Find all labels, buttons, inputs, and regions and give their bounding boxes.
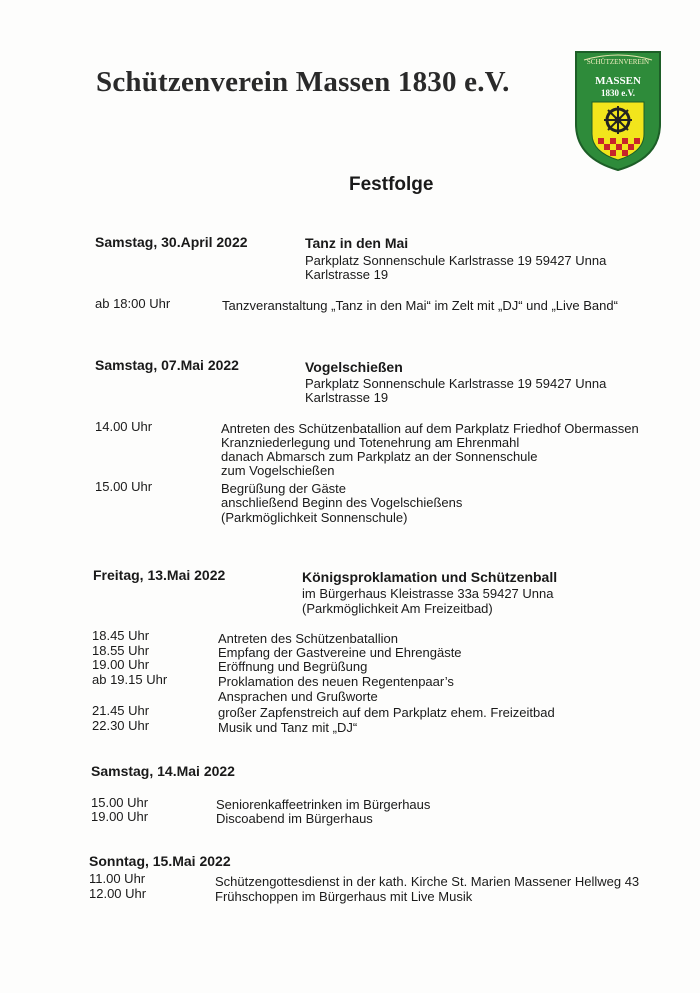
schedule-description: zum Vogelschießen bbox=[221, 463, 335, 478]
schedule-time: ab 19.15 Uhr bbox=[92, 672, 168, 687]
schedule-description: Ansprachen und Grußworte bbox=[218, 689, 378, 704]
schedule-description: Discoabend im Bürgerhaus bbox=[216, 811, 373, 826]
day-date: Samstag, 30.April 2022 bbox=[95, 234, 248, 250]
schedule-description: (Parkmöglichkeit Sonnenschule) bbox=[221, 510, 408, 525]
event-title: Tanz in den Mai bbox=[305, 235, 409, 251]
day-date: Samstag, 07.Mai 2022 bbox=[95, 357, 239, 373]
schedule-description: Empfang der Gastvereine und Ehrengäste bbox=[218, 645, 462, 660]
schedule-description: Seniorenkaffeetrinken im Bürgerhaus bbox=[216, 797, 431, 812]
schedule-description: Eröffnung und Begrüßung bbox=[218, 659, 368, 674]
day-date: Samstag, 14.Mai 2022 bbox=[91, 763, 235, 779]
svg-text:SCHÜTZENVEREIN: SCHÜTZENVEREIN bbox=[586, 58, 650, 66]
schedule-description: Schützengottesdienst in der kath. Kirche St. Marien Massener Hellweg 43 bbox=[215, 874, 640, 889]
schedule-time: 15.00 Uhr bbox=[95, 479, 153, 494]
schedule-time: 14.00 Uhr bbox=[95, 419, 153, 434]
schedule-description: Proklamation des neuen Regentenpaar’s bbox=[218, 674, 454, 689]
schedule-description: Kranzniederlegung und Totenehrung am Ehrenmahl bbox=[221, 435, 520, 450]
event-title: Vogelschießen bbox=[305, 359, 403, 375]
program-heading: Festfolge bbox=[349, 174, 434, 195]
schedule-description: großer Zapfenstreich auf dem Parkplatz ehem. Freizeitbad bbox=[218, 705, 555, 720]
schedule-description: Antreten des Schützenbatallion bbox=[218, 631, 398, 646]
day-date: Sonntag, 15.Mai 2022 bbox=[89, 853, 231, 869]
event-location: (Parkmöglichkeit Am Freizeitbad) bbox=[302, 601, 493, 616]
event-location: im Bürgerhaus Kleistrasse 33a 59427 Unna bbox=[302, 586, 554, 601]
schedule-time: ab 18:00 Uhr bbox=[95, 296, 171, 311]
event-location: Karlstrasse 19 bbox=[305, 267, 389, 282]
schedule-time: 12.00 Uhr bbox=[89, 886, 147, 901]
schedule-description: Musik und Tanz mit „DJ“ bbox=[218, 720, 358, 735]
event-location: Parkplatz Sonnenschule Karlstrasse 19 59427 Unna bbox=[305, 376, 607, 391]
event-title: Königsproklamation und Schützenball bbox=[302, 569, 558, 585]
schedule-description: danach Abmarsch zum Parkplatz an der Sonnenschule bbox=[221, 449, 538, 464]
event-location: Parkplatz Sonnenschule Karlstrasse 19 59427 Unna bbox=[305, 253, 607, 268]
schedule-description: anschließend Beginn des Vogelschießens bbox=[221, 495, 463, 510]
svg-text:MASSEN: MASSEN bbox=[595, 75, 641, 87]
schedule-time: 18.55 Uhr bbox=[92, 643, 150, 658]
schedule-time: 21.45 Uhr bbox=[92, 703, 150, 718]
schedule-description: Frühschoppen im Bürgerhaus mit Live Musik bbox=[215, 889, 473, 904]
club-title: Schützenverein Massen 1830 e.V. bbox=[96, 66, 510, 98]
svg-text:1830 e.V.: 1830 e.V. bbox=[600, 88, 636, 98]
schedule-time: 11.00 Uhr bbox=[89, 871, 146, 886]
schedule-time: 19.00 Uhr bbox=[91, 809, 149, 824]
schedule-description: Begrüßung der Gäste bbox=[221, 481, 347, 496]
schedule-time: 15.00 Uhr bbox=[91, 795, 149, 810]
event-location: Karlstrasse 19 bbox=[305, 390, 389, 405]
schedule-description: Tanzveranstaltung „Tanz in den Mai“ im Zelt mit „DJ“ und „Live Band“ bbox=[222, 298, 618, 313]
schedule-time: 19.00 Uhr bbox=[92, 657, 150, 672]
schedule-time: 18.45 Uhr bbox=[92, 628, 150, 643]
day-date: Freitag, 13.Mai 2022 bbox=[93, 567, 226, 583]
club-crest-logo bbox=[570, 46, 666, 174]
schedule-time: 22.30 Uhr bbox=[92, 718, 150, 733]
schedule-description: Antreten des Schützenbatallion auf dem Parkplatz Friedhof Obermassen bbox=[221, 421, 639, 436]
